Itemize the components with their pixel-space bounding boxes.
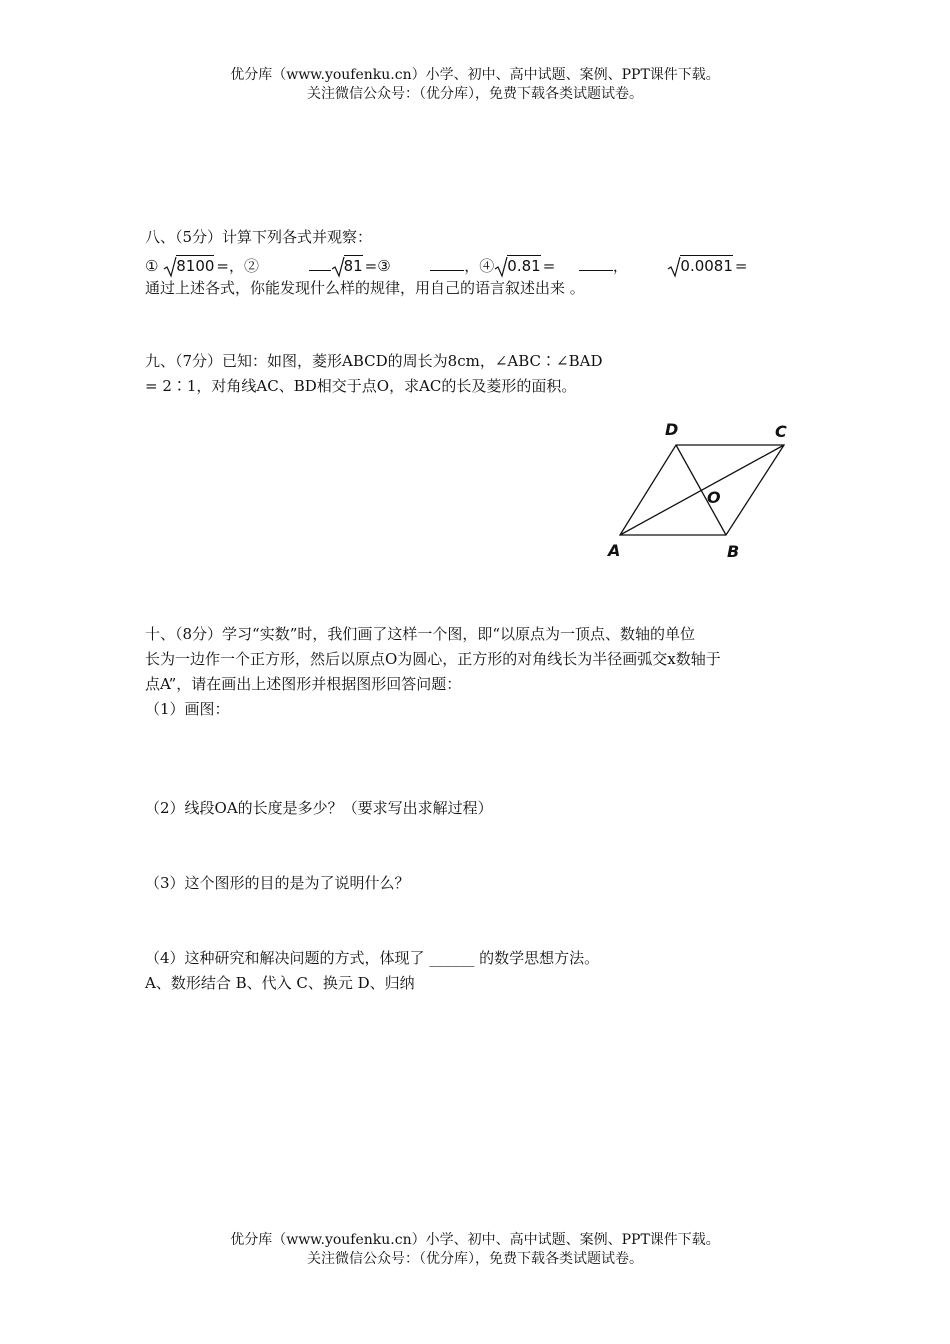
- q9-line-1: 九、（7分）已知：如图，菱形ABCD的周长为8cm，∠ABC∶∠BAD: [145, 352, 603, 370]
- sqrt-sign-icon: [331, 256, 345, 278]
- q8-sep-1: ，②: [229, 257, 260, 275]
- q9-line-2: = 2∶1，对角线AC、BD相交于点O，求AC的长及菱形的面积。: [145, 377, 577, 395]
- sqrt-0-0081: [667, 256, 735, 276]
- label-b: B: [727, 542, 740, 561]
- rhombus-figure: [600, 415, 810, 565]
- header-line-1: 优分库（www.youfenku.cn）小学、初中、高中试题、案例、PPT课件下载。: [230, 67, 720, 83]
- q8-eq-4: =: [734, 257, 748, 275]
- q8-marker-1: ①: [145, 257, 159, 275]
- q8-sep-3: ，④: [464, 257, 495, 275]
- radicand-0-81: 0.81: [507, 257, 541, 275]
- footer-line-1: 优分库（www.youfenku.cn）小学、初中、高中试题、案例、PPT课件下载。: [230, 1232, 720, 1248]
- sqrt-sign-icon: [667, 256, 681, 278]
- label-d: D: [665, 420, 679, 439]
- q8-marker-3: ③: [377, 257, 391, 275]
- q10-options: A、数形结合 B、代入 C、换元 D、归纳: [145, 974, 415, 992]
- q8-sep-4: ，: [612, 257, 628, 275]
- label-o: O: [707, 488, 721, 507]
- q8-eq-1: =: [216, 257, 229, 275]
- q8-blank-2: [430, 256, 464, 271]
- q10-part-1: （1）画图：: [145, 700, 230, 718]
- q10-line-3: 点A”，请在画出上述图形并根据图形回答问题：: [145, 675, 462, 693]
- sqrt-sign-icon: [494, 256, 508, 278]
- q8-eq-2: =: [364, 257, 378, 275]
- sqrt-81: [331, 256, 365, 276]
- q8-expressions: [145, 256, 747, 276]
- sqrt-sign-icon: [163, 256, 177, 278]
- q10-part-2: （2）线段OA的长度是多少？（要求写出求解过程）: [145, 799, 493, 817]
- q10-part-3: （3）这个图形的目的是为了说明什么？: [145, 874, 410, 892]
- label-a: A: [608, 541, 621, 560]
- q10-line-1: 十、（8分）学习“实数”时，我们画了这样一个图，即“以原点为一顶点、数轴的单位: [145, 625, 696, 643]
- footer-line-2: 关注微信公众号：（优分库），免费下载各类试题试卷。: [307, 1251, 643, 1267]
- diagonal-ac: [620, 445, 784, 535]
- q8-eq-3: =: [542, 257, 556, 275]
- radicand-8100: 8100: [176, 257, 215, 275]
- label-c: C: [775, 422, 787, 441]
- sqrt-0-81: [494, 256, 542, 276]
- page-footer: [0, 1231, 950, 1269]
- radicand-81: 81: [343, 257, 363, 275]
- q8-title: 八、（5分）计算下列各式并观察：: [145, 228, 373, 246]
- q8-blank-1: [309, 256, 331, 271]
- q8-conclusion: 通过上述各式，你能发现什么样的规律，用自己的语言叙述出来 。: [145, 279, 585, 297]
- radicand-0-0081: 0.0081: [680, 257, 733, 275]
- q10-part-4: （4）这种研究和解决问题的方式，体现了 ______ 的数学思想方法。: [145, 949, 600, 967]
- page-header: [0, 66, 950, 104]
- sqrt-8100: [163, 256, 216, 276]
- q8-blank-3: [579, 256, 613, 271]
- q10-line-2: 长为一边作一个正方形，然后以原点O为圆心，正方形的对角线长为半径画弧交x数轴于: [145, 650, 721, 668]
- header-line-2: 关注微信公众号：（优分库），免费下载各类试题试卷。: [307, 86, 643, 102]
